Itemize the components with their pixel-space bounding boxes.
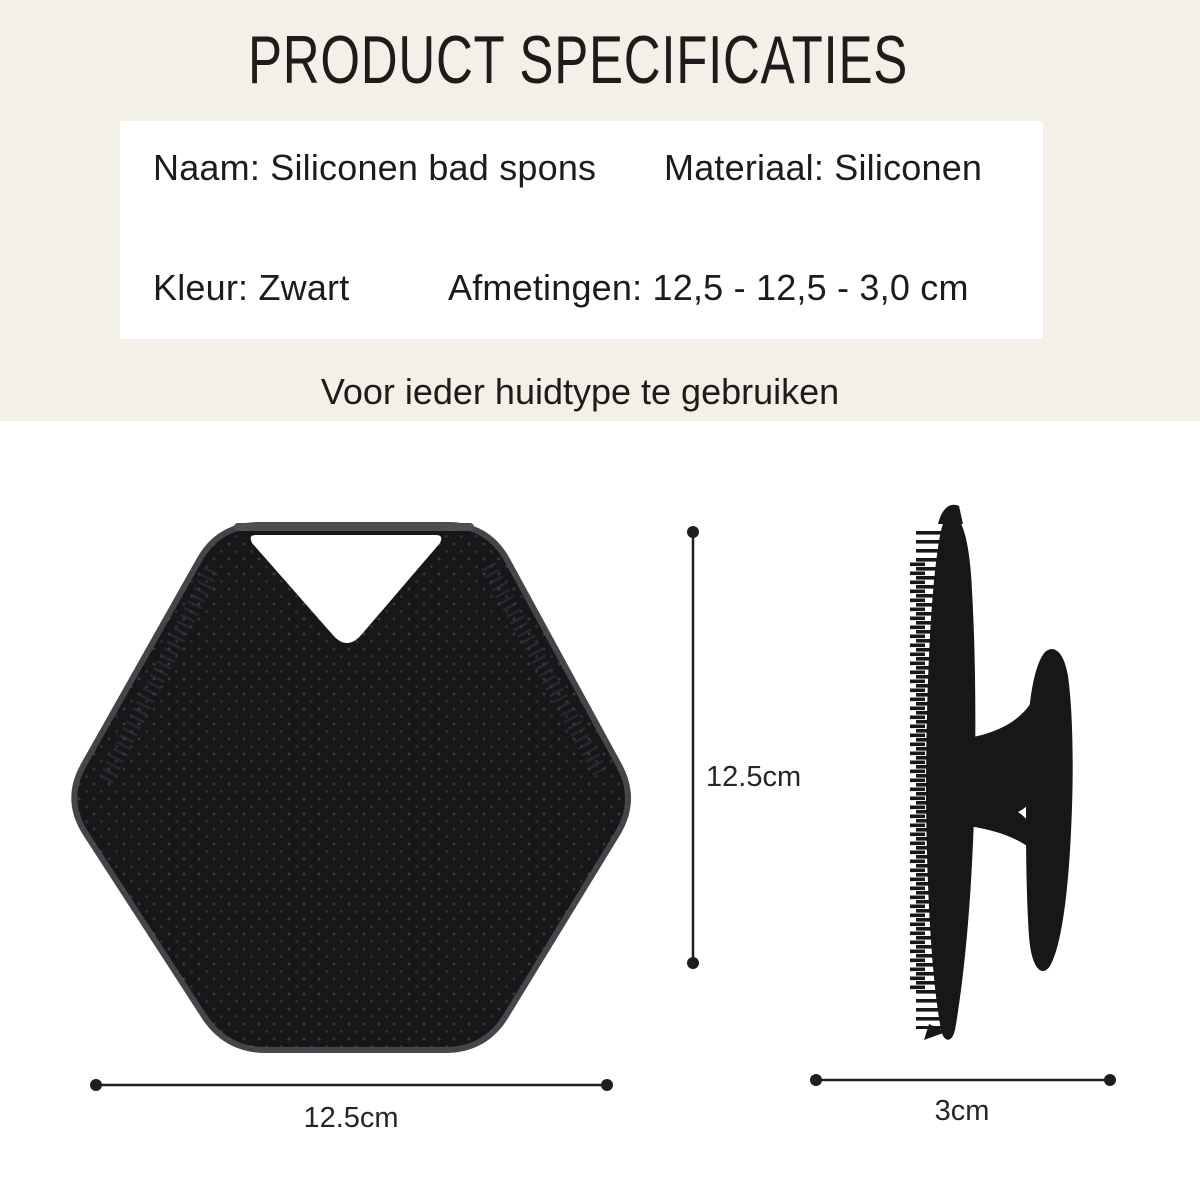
spec-color: Kleur: Zwart — [153, 267, 350, 308]
front-view-sponge — [74, 525, 628, 1050]
side-view-sponge — [910, 505, 1073, 1040]
spec-name: Naam: Siliconen bad spons — [153, 147, 597, 188]
handle-knob — [1026, 649, 1073, 971]
tagline: Voor ieder huidtype te gebruiken — [320, 371, 840, 412]
side-top-tip — [938, 505, 963, 524]
height-dimension — [687, 526, 801, 969]
spec-material: Materiaal: Siliconen — [664, 147, 983, 188]
spec-dimensions: Afmetingen: 12,5 - 12,5 - 3,0 cm — [448, 267, 969, 308]
page-title: PRODUCT SPECIFICATIES — [248, 22, 908, 98]
width-dimension — [90, 1079, 613, 1134]
depth-dimension — [810, 1074, 1116, 1127]
side-body — [926, 514, 975, 1040]
height-label: 12.5cm — [706, 761, 802, 793]
width-label: 12.5cm — [303, 1102, 399, 1134]
depth-label: 3cm — [934, 1095, 990, 1127]
